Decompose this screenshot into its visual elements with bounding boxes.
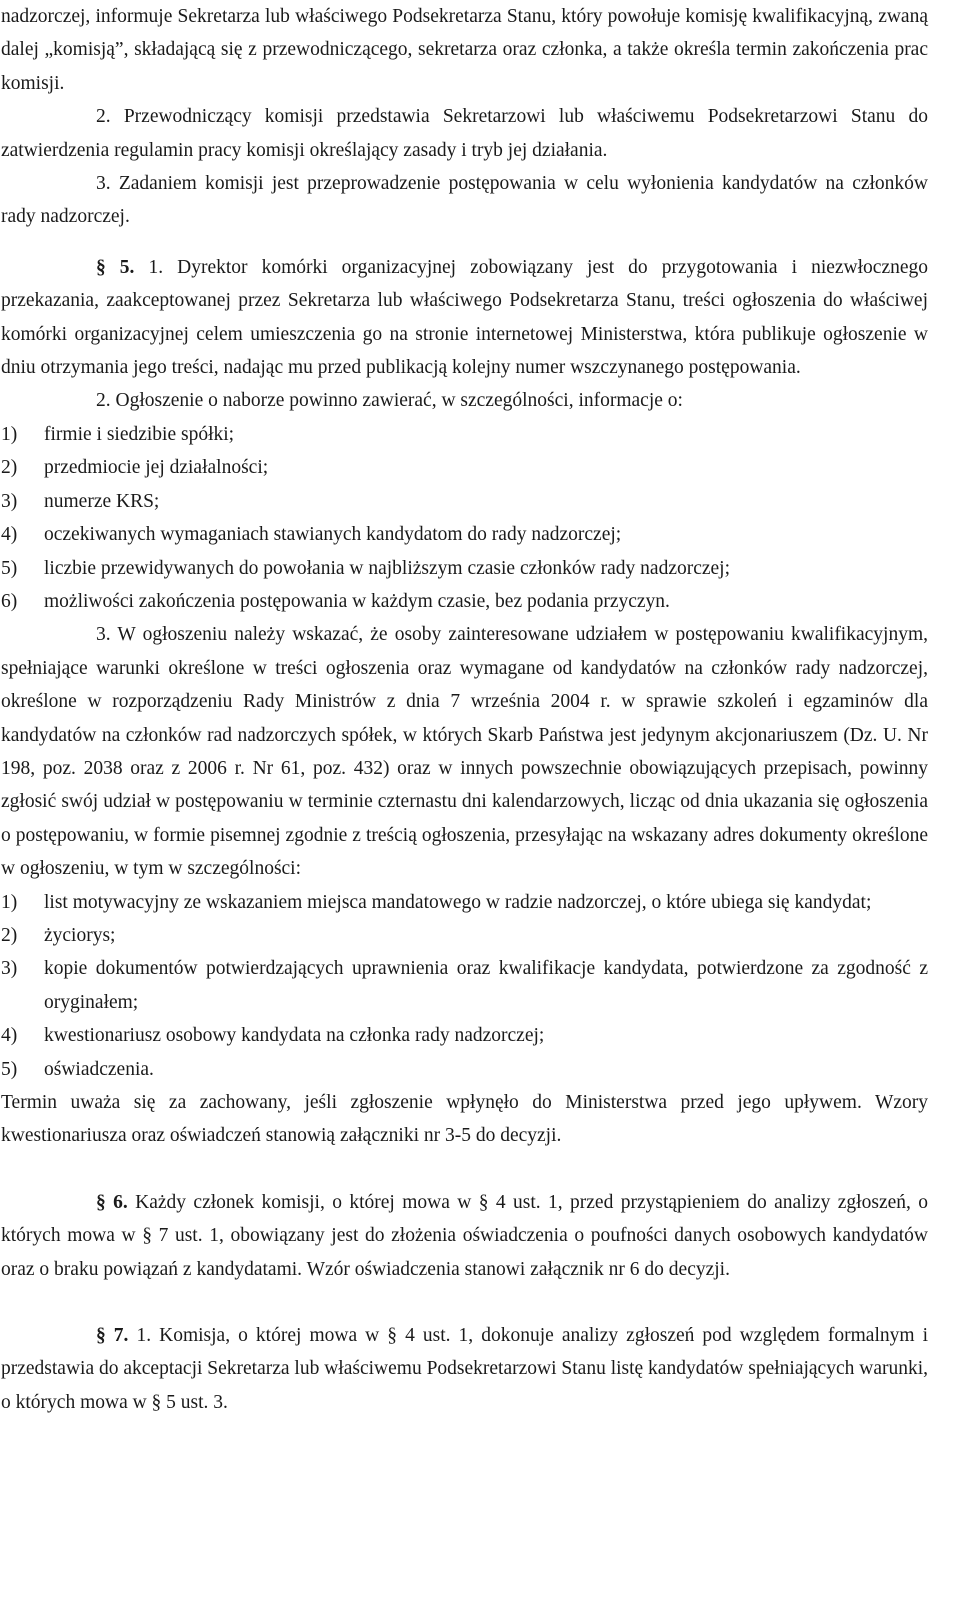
list-item [1,952,928,1019]
list-item-number: 3) [1,958,18,980]
list-item-text: numerze KRS; [44,490,160,512]
list-item-number: 1) [1,891,18,913]
section-6-text: Każdy członek komisji, o której mowa w § 4 ust. 1, przed przystąpieniem do analizy zgłoszeń, o których mowa w § 7 ust. 1, obowiązany jest do złożenia oświadczenia o poufności danych osobowych kandydatów oraz o braku powiązań z kandydatami. Wzór oświadczenia stanowi załącznik nr 6 do decyzji. [1,1191,929,1280]
section-7-mark: § 7. [96,1325,129,1347]
list-item-number: 6) [1,590,18,612]
list-item-number: 5) [1,557,18,579]
list-item-number: 3) [1,490,18,512]
list-item-text: kopie dokumentów potwierdzających uprawnienia oraz kwalifikacje kandydata, potwierdzone za zgodność z oryginałem; [44,958,928,1013]
list-item [1,919,928,952]
list-item [1,518,928,551]
list-item-text: oczekiwanych wymaganiach stawianych kandydatom do rady nadzorczej; [44,524,622,546]
list-item [1,485,928,518]
list-item [1,451,928,484]
list-item-text: oświadczenia. [44,1058,154,1080]
paragraph-4-2: 2. Przewodniczący komisji przedstawia Sekretarzowi lub właściwemu Podsekretarzowi Stanu do zatwierdzenia regulamin pracy komisji określający zasady i tryb jej działania. [1,106,928,161]
list-item-number: 1) [1,423,18,445]
list-item-number: 2) [1,924,18,946]
list-item-text: list motywacyjny ze wskazaniem miejsca mandatowego w radzie nadzorczej, o które ubiega się kandydat; [44,891,872,913]
list-item-number: 4) [1,1025,18,1047]
list-item-text: firmie i siedzibie spółki; [44,423,235,445]
list-item [1,1053,928,1086]
list-item [1,1019,928,1052]
section-6-paragraph [1,1186,928,1286]
section-5-paragraph-3: 3. W ogłoszeniu należy wskazać, że osoby zainteresowane udziałem w postępowaniu kwalifikacyjnym, spełniające warunki określone w treści ogłoszenia oraz wymagane od kandydatów na członków rady nadzorczej, określone w rozporządzeniu Rady Ministrów z dnia 7 września 2004 r. w sprawie szkoleń i egzaminów dla kandydatów na członków rad nadzorczych spółek, w których Skarb Państwa jest jedynym akcjonariuszem (Dz. U. Nr 198, poz. 2038 oraz z 2006 r. Nr 61, poz. 432) oraz w innych powszechnie obowiązujących przepisach, powinny zgłosić swój udział w postępowaniu w terminie czternastu dni kalendarzowych, licząc od dnia ukazania się ogłoszenia o postępowaniu, w formie pisemnej zgodnie z treścią ogłoszenia, przesyłając na wskazany adres dokumenty określone w ogłoszeniu, w tym w szczególności: [1,624,928,880]
section-6-mark: § 6. [96,1191,128,1213]
list-item-text: kwestionariusz osobowy kandydata na członka rady nadzorczej; [44,1025,545,1047]
section-5-text-1: 1. Dyrektor komórki organizacyjnej zobowiązany jest do przygotowania i niezwłocznego przekazania, zaakceptowanej przez Sekretarza lub właściwego Podsekretarza Stanu, treści ogłoszenia do właściwej komórki organizacyjnej celem umieszczenia go na stronie internetowej Ministerstwa, która publikuje ogłoszenie w dniu otrzymania jego treści, nadając mu przed publikacją kolejny numer wszczynanego postępowania. [1,256,929,379]
list-item [1,552,928,585]
spacer [1,1286,928,1319]
list-item-number: 5) [1,1058,18,1080]
paragraph-continuation: nadzorczej, informuje Sekretarza lub właściwego Podsekretarza Stanu, który powołuje komisję kwalifikacyjną, zwaną dalej „komisją”, składającą się z przewodniczącego, sekretarza oraz członka, a także określa termin zakończenia prac komisji. [1,6,928,94]
list-item-number: 2) [1,457,18,479]
list-item-text: przedmiocie jej działalności; [44,457,269,479]
section-5-closing: Termin uważa się za zachowany, jeśli zgłoszenie wpłynęło do Ministerstwa przed jego upływem. Wzory kwestionariusza oraz oświadczeń stanowią załączniki nr 3-5 do decyzji. [1,1092,928,1147]
list-item [1,585,928,618]
paragraph-4-3: 3. Zadaniem komisji jest przeprowadzenie postępowania w celu wyłonienia kandydatów na członków rady nadzorczej. [1,173,928,228]
section-7-text: 1. Komisja, o której mowa w § 4 ust. 1, dokonuje analizy zgłoszeń pod względem formalnym i przedstawia do akceptacji Sekretarza lub właściwemu Podsekretarzowi Stanu listę kandydatów spełniających warunki, o których mowa w § 5 ust. 3. [1,1325,929,1413]
announcement-contents-list [1,418,928,618]
list-item [1,886,928,919]
list-item [1,418,928,451]
section-5-mark: § 5. [96,256,135,278]
section-5-paragraph-2: 2. Ogłoszenie o naborze powinno zawierać, w szczególności, informacje o: [96,390,683,412]
list-item-text: życiorys; [44,924,116,946]
list-item-number: 4) [1,524,18,546]
spacer [1,1153,928,1186]
list-item-text: możliwości zakończenia postępowania w każdym czasie, bez podania przyczyn. [44,590,670,612]
required-documents-list [1,886,928,1086]
section-5-paragraph-1 [1,251,928,385]
section-7-paragraph [1,1319,928,1419]
list-item-text: liczbie przewidywanych do powołania w najbliższym czasie członków rady nadzorczej; [44,557,731,579]
